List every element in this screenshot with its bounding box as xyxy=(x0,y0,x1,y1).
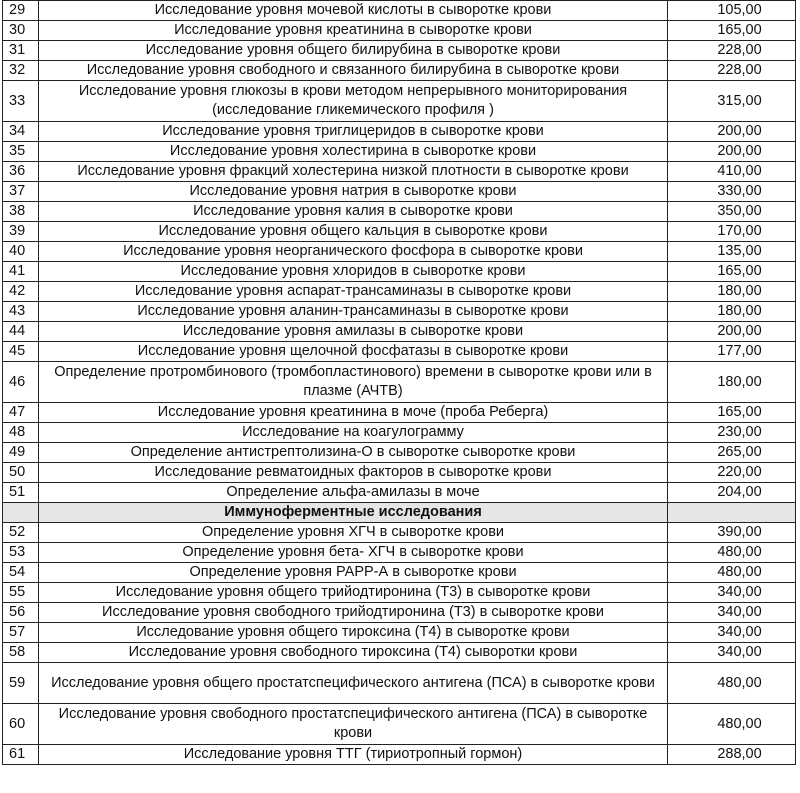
service-name: Определение протромбинового (тромбопластинового) времени в сыворотке крови или в плазме (АЧТВ) xyxy=(39,362,668,403)
table-row xyxy=(3,182,796,202)
service-name: Исследование уровня ТТГ (тириотропный гормон) xyxy=(39,745,668,765)
service-price: 180,00 xyxy=(668,302,796,322)
row-number: 48 xyxy=(3,423,39,443)
row-number: 39 xyxy=(3,222,39,242)
table-row xyxy=(3,523,796,543)
table-row xyxy=(3,423,796,443)
table-row xyxy=(3,362,796,403)
service-price: 170,00 xyxy=(668,222,796,242)
table-row xyxy=(3,603,796,623)
service-price: 480,00 xyxy=(668,663,796,704)
service-price: 315,00 xyxy=(668,81,796,122)
service-price: 410,00 xyxy=(668,162,796,182)
table-row xyxy=(3,282,796,302)
service-price: 180,00 xyxy=(668,362,796,403)
service-name: Исследование уровня общего трийодтиронина (Т3) в сыворотке крови xyxy=(39,583,668,603)
service-name: Исследование уровня амилазы в сыворотке крови xyxy=(39,322,668,342)
service-price: 165,00 xyxy=(668,21,796,41)
row-number: 32 xyxy=(3,61,39,81)
service-name: Исследование уровня фракций холестерина низкой плотности в сыворотке крови xyxy=(39,162,668,182)
service-price: 228,00 xyxy=(668,41,796,61)
service-name: Исследование уровня холестирина в сыворотке крови xyxy=(39,142,668,162)
row-number: 58 xyxy=(3,643,39,663)
service-price: 165,00 xyxy=(668,403,796,423)
row-number: 44 xyxy=(3,322,39,342)
table-row xyxy=(3,262,796,282)
table-row xyxy=(3,623,796,643)
table-row xyxy=(3,142,796,162)
service-name: Исследование на коагулограмму xyxy=(39,423,668,443)
service-name: Определение антистрептолизина-О в сыворотке сыворотке крови xyxy=(39,443,668,463)
row-number: 60 xyxy=(3,704,39,745)
table-row xyxy=(3,583,796,603)
table-row xyxy=(3,745,796,765)
service-price: 105,00 xyxy=(668,1,796,21)
service-name: Исследование уровня щелочной фосфатазы в сыворотке крови xyxy=(39,342,668,362)
row-number: 36 xyxy=(3,162,39,182)
row-number: 54 xyxy=(3,563,39,583)
table-row xyxy=(3,563,796,583)
service-name: Определение уровня РАРР-А в сыворотке крови xyxy=(39,563,668,583)
row-number: 56 xyxy=(3,603,39,623)
service-price: 135,00 xyxy=(668,242,796,262)
service-name: Исследование уровня мочевой кислоты в сыворотке крови xyxy=(39,1,668,21)
section-title: Иммуноферментные исследования xyxy=(39,503,668,523)
row-number: 61 xyxy=(3,745,39,765)
service-price: 265,00 xyxy=(668,443,796,463)
service-price: 288,00 xyxy=(668,745,796,765)
row-number: 50 xyxy=(3,463,39,483)
table-row xyxy=(3,222,796,242)
service-name: Исследование уровня глюкозы в крови методом непрерывного мониторирования (исследование гликемического профиля ) xyxy=(39,81,668,122)
table-row xyxy=(3,443,796,463)
service-price: 200,00 xyxy=(668,122,796,142)
service-name: Исследование уровня общего билирубина в сыворотке крови xyxy=(39,41,668,61)
table-row xyxy=(3,242,796,262)
table-body xyxy=(3,1,796,765)
service-name: Определение альфа-амилазы в моче xyxy=(39,483,668,503)
row-number: 34 xyxy=(3,122,39,142)
row-number: 40 xyxy=(3,242,39,262)
service-name: Исследование уровня аспарат-трансаминазы в сыворотке крови xyxy=(39,282,668,302)
table-row xyxy=(3,463,796,483)
service-price: 480,00 xyxy=(668,543,796,563)
table-row xyxy=(3,1,796,21)
row-number: 31 xyxy=(3,41,39,61)
table-row xyxy=(3,643,796,663)
row-number: 55 xyxy=(3,583,39,603)
service-name: Исследование уровня креатинина в моче (проба Реберга) xyxy=(39,403,668,423)
table-row xyxy=(3,21,796,41)
service-price: 200,00 xyxy=(668,142,796,162)
service-name: Исследование уровня калия в сыворотке крови xyxy=(39,202,668,222)
service-price: 480,00 xyxy=(668,563,796,583)
table-row xyxy=(3,663,796,704)
table-row xyxy=(3,322,796,342)
service-price: 340,00 xyxy=(668,643,796,663)
service-price xyxy=(668,503,796,523)
service-name: Исследование уровня свободного простатспецифического антигена (ПСА) в сыворотке крови xyxy=(39,704,668,745)
service-price: 180,00 xyxy=(668,282,796,302)
table-row xyxy=(3,302,796,322)
row-number: 38 xyxy=(3,202,39,222)
row-number: 42 xyxy=(3,282,39,302)
table-row xyxy=(3,483,796,503)
service-name: Определение уровня бета- ХГЧ в сыворотке крови xyxy=(39,543,668,563)
service-price: 390,00 xyxy=(668,523,796,543)
row-number: 41 xyxy=(3,262,39,282)
service-price: 220,00 xyxy=(668,463,796,483)
service-name: Исследование уровня свободного тироксина (Т4) сыворотки крови xyxy=(39,643,668,663)
table-row xyxy=(3,704,796,745)
table-row xyxy=(3,61,796,81)
row-number: 57 xyxy=(3,623,39,643)
row-number xyxy=(3,503,39,523)
table-row xyxy=(3,403,796,423)
section-header-row xyxy=(3,503,796,523)
service-price: 204,00 xyxy=(668,483,796,503)
service-price: 340,00 xyxy=(668,583,796,603)
service-name: Исследование уровня общего тироксина (Т4) в сыворотке крови xyxy=(39,623,668,643)
price-table xyxy=(2,0,796,765)
service-name: Исследование уровня натрия в сыворотке крови xyxy=(39,182,668,202)
service-name: Исследование уровня хлоридов в сыворотке крови xyxy=(39,262,668,282)
service-price: 340,00 xyxy=(668,623,796,643)
service-name: Исследование уровня неорганического фосфора в сыворотке крови xyxy=(39,242,668,262)
service-name: Исследование ревматоидных факторов в сыворотке крови xyxy=(39,463,668,483)
row-number: 46 xyxy=(3,362,39,403)
row-number: 29 xyxy=(3,1,39,21)
service-name: Определение уровня ХГЧ в сыворотке крови xyxy=(39,523,668,543)
row-number: 37 xyxy=(3,182,39,202)
service-name: Исследование уровня свободного трийодтиронина (Т3) в сыворотке крови xyxy=(39,603,668,623)
row-number: 45 xyxy=(3,342,39,362)
service-price: 480,00 xyxy=(668,704,796,745)
row-number: 33 xyxy=(3,81,39,122)
service-price: 340,00 xyxy=(668,603,796,623)
service-price: 228,00 xyxy=(668,61,796,81)
row-number: 35 xyxy=(3,142,39,162)
table-row xyxy=(3,122,796,142)
row-number: 52 xyxy=(3,523,39,543)
row-number: 51 xyxy=(3,483,39,503)
service-name: Исследование уровня свободного и связанного билирубина в сыворотке крови xyxy=(39,61,668,81)
service-name: Исследование уровня общего кальция в сыворотке крови xyxy=(39,222,668,242)
service-price: 230,00 xyxy=(668,423,796,443)
table-row xyxy=(3,162,796,182)
service-name: Исследование уровня креатинина в сыворотке крови xyxy=(39,21,668,41)
service-name: Исследование уровня аланин-трансаминазы в сыворотке крови xyxy=(39,302,668,322)
row-number: 59 xyxy=(3,663,39,704)
row-number: 49 xyxy=(3,443,39,463)
service-price: 165,00 xyxy=(668,262,796,282)
row-number: 53 xyxy=(3,543,39,563)
table-row xyxy=(3,41,796,61)
service-price: 330,00 xyxy=(668,182,796,202)
service-price: 350,00 xyxy=(668,202,796,222)
table-row xyxy=(3,81,796,122)
table-row xyxy=(3,202,796,222)
table-row xyxy=(3,342,796,362)
service-name: Исследование уровня триглицеридов в сыворотке крови xyxy=(39,122,668,142)
service-name: Исследование уровня общего простатспецифического антигена (ПСА) в сыворотке крови xyxy=(39,663,668,704)
service-price: 177,00 xyxy=(668,342,796,362)
row-number: 43 xyxy=(3,302,39,322)
row-number: 30 xyxy=(3,21,39,41)
service-price: 200,00 xyxy=(668,322,796,342)
table-row xyxy=(3,543,796,563)
row-number: 47 xyxy=(3,403,39,423)
